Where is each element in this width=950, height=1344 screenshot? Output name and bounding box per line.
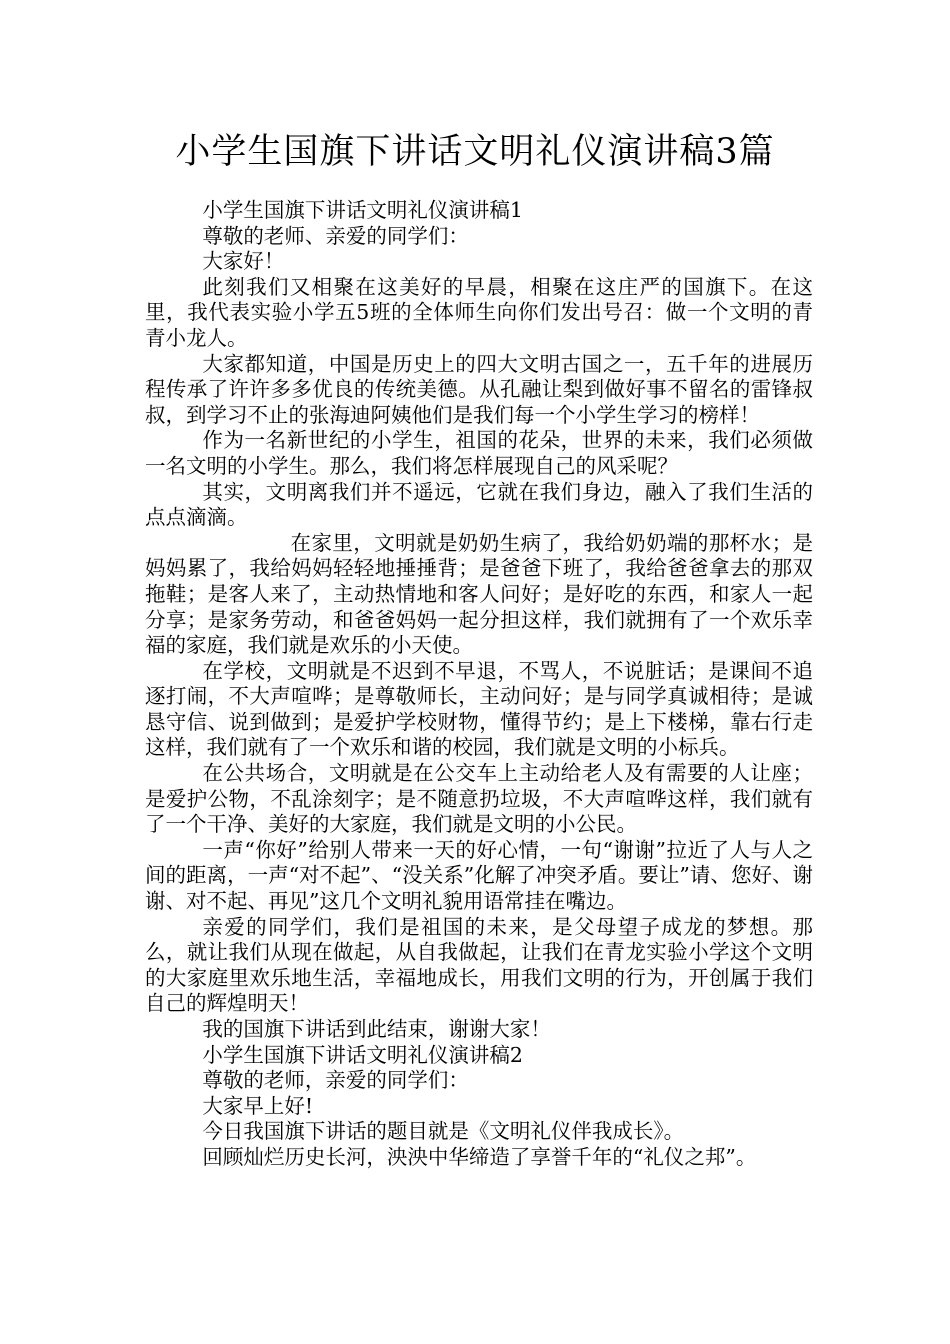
speech-1-paragraph: 在学校，文明就是不迟到不早退，不骂人，不说脏话；是课间不追逐打闹，不大声喧哗；是尊敬师长，主动问好；是与同学真诚相待；是诚恳守信、说到做到；是爱护学校财物，懂得节约；是上下楼梯，靠右行走这样，我们就有了一个欢乐和谐的校园，我们就是文明的小标兵。 xyxy=(145,658,813,760)
speech-2-paragraph: 回顾灿烂历史长河，泱泱中华缔造了享誉千年的“礼仪之邦”。 xyxy=(202,1144,757,1169)
speech-1-paragraph: 在家里，文明就是奶奶生病了，我给奶奶端的那杯水；是妈妈累了，我给妈妈轻轻地捶捶背；是爸爸下班了，我给爸爸拿去的那双拖鞋；是客人来了，主动热情地和客人问好；是好吃的东西，和家人一起分享；是家务劳动，和爸爸妈妈一起分担这样，我们就拥有了一个欢乐幸福的家庭，我们就是欢乐的小天使。 xyxy=(145,530,813,658)
speech-2-heading: 小学生国旗下讲话文明礼仪演讲稿2 xyxy=(202,1042,523,1067)
speech-1-closing: 我的国旗下讲话到此结束，谢谢大家！ xyxy=(202,1017,551,1041)
speech-2-salutation: 尊敬的老师，亲爱的同学们： xyxy=(202,1068,469,1093)
speech-2-greeting: 大家早上好! xyxy=(202,1093,314,1118)
speech-1-paragraph: 在公共场合，文明就是在公交车上主动给老人及有需要的人让座；是爱护公物，不乱涂刻字；是不随意扔垃圾，不大声喧哗这样，我们就有了一个干净、美好的大家庭，我们就是文明的小公民。 xyxy=(145,761,813,837)
speech-1-paragraph: 大家都知道，中国是历史上的四大文明古国之一，五千年的进展历程传承了许许多多优良的传统美德。从孔融让梨到做好事不留名的雷锋叔叔，到学习不止的张海迪阿姨他们是我们每一个小学生学习的榜样！ xyxy=(145,351,813,427)
speech-1-heading: 小学生国旗下讲话文明礼仪演讲稿1 xyxy=(202,198,523,222)
speech-1-paragraph: 亲爱的同学们，我们是祖国的未来，是父母望子成龙的梦想。那么，就让我们从现在做起，从自我做起，让我们在青龙实验小学这个文明的大家庭里欢乐地生活，幸福地成长，用我们文明的行为，开创属于我们自己的辉煌明天！ xyxy=(145,914,813,1016)
speech-2-paragraph: 今日我国旗下讲话的题目就是《文明礼仪伴我成长》。 xyxy=(202,1119,685,1144)
speech-1-paragraph: 此刻我们又相聚在这美好的早晨，相聚在这庄严的国旗下。在这里，我代表实验小学五5班的全体师生向你们发出号召：做一个文明的青青小龙人。 xyxy=(145,274,813,350)
speech-1-salutation: 尊敬的老师、亲爱的同学们： xyxy=(202,223,469,248)
speech-1-greeting: 大家好！ xyxy=(202,249,285,274)
speech-1-paragraph: 一声“你好”给别人带来一天的好心情，一句“谢谢”拉近了人与人之间的距离，一声“对不起”、“没关系”化解了冲突矛盾。要让”请、您好、谢谢、对不起、再见”这几个文明礼貌用语常挂在嘴边。 xyxy=(145,837,813,914)
document-title: 小学生国旗下讲话文明礼仪演讲稿3篇 xyxy=(175,132,775,172)
speech-1-paragraph: 其实，文明离我们并不遥远，它就在我们身边，融入了我们生活的点点滴滴。 xyxy=(145,479,813,530)
speech-1-paragraph: 作为一名新世纪的小学生，祖国的花朵，世界的未来，我们必须做一名文明的小学生。那么，我们将怎样展现自己的风采呢？ xyxy=(145,428,813,478)
document-body xyxy=(145,198,813,1171)
